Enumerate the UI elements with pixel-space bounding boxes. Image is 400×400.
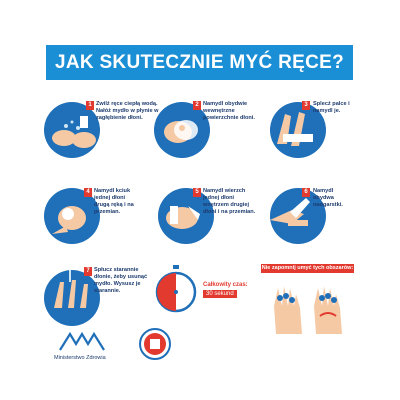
step-5-badge: 5 [193,188,201,197]
step-4-badge: 4 [84,188,92,197]
page-title: JAK SKUTECZNIE MYĆ RĘCE? [54,51,345,73]
timer-clock-icon [154,264,198,314]
step-6-text: Namydl obydwa nadgarstki. [313,188,343,208]
reminder-banner: Nie zapomnij umyć tych obszarów: [261,265,354,271]
step-4-text: Namydl kciuk jednej dłoni drugą ręką i na przemian. [94,188,134,215]
title-banner [46,45,353,80]
step-2-text: Namydl obydwie wewnętrzne powierzchnie dłoni. [203,101,255,121]
rinse-hands-icon [42,268,102,323]
step-1-text: Zwilż ręce ciepłą wodą. Nałóż mydło w płynie w zagłębienie dłoni. [96,101,159,121]
step-5-text: Namydl wierzch jednej dłoni wnętrzem drugiej dłoni i na przemian. [203,188,256,215]
step-2-badge: 2 [193,101,201,110]
gis-emblem-icon [138,327,172,361]
step-7-badge: 7 [84,267,92,276]
thumb-wash-icon [42,190,102,245]
step-3-text: Splecż palce i namydl je. [313,101,350,114]
step-7-text: Spłucz starannie dłonie, żeby usunąć mydło. Wysusz je starannie. [94,267,148,294]
hands-areas-icon [266,276,356,336]
step-1-badge: 1 [86,101,94,110]
step-6-badge: 6 [302,188,310,197]
step-3-badge: 3 [302,101,310,110]
ministry-logo [58,330,108,354]
timer-label: Całkowity czas: [203,282,248,288]
ministry-name: Ministerstwo Zdrowia [54,355,106,361]
hands-wet-icon [44,106,104,158]
timer-value: 30 sekund [203,290,237,298]
